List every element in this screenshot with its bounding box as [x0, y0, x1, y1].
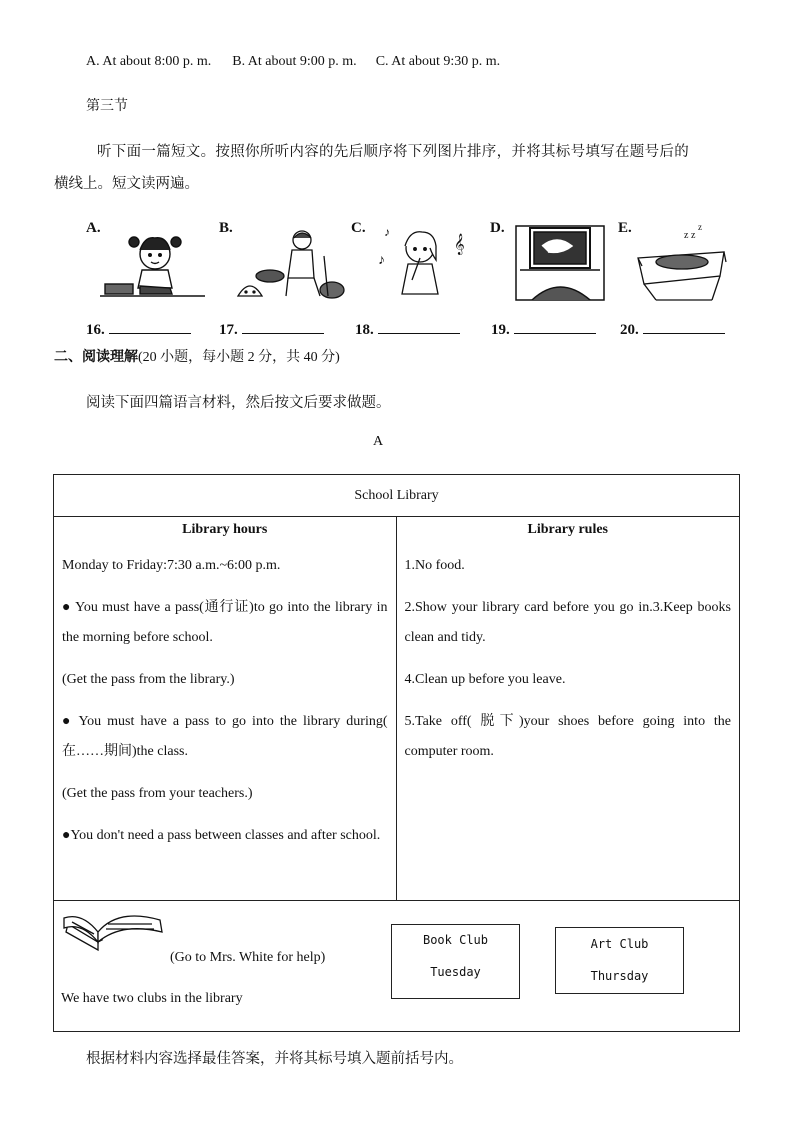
svg-text:♪: ♪ — [378, 253, 385, 268]
passage-label: A — [373, 434, 384, 449]
rule-1: 1.No food. — [404, 558, 465, 573]
girl-reading-icon — [100, 228, 210, 303]
reading-instruction: 阅读下面四篇语言材料，然后按文后要求做题。 — [86, 395, 391, 411]
art-club-box — [555, 927, 684, 994]
art-club-day: Thursday — [590, 969, 649, 983]
rule-5: 5.Take off( 脱下)your shoes before going into the computer room. — [404, 714, 731, 759]
picture-letter-a: A. — [86, 220, 101, 236]
art-club-name: Art Club — [590, 937, 649, 951]
girl-singing-icon — [370, 224, 475, 302]
library-hours-cell — [54, 517, 397, 901]
picture-letter-d: D. — [490, 220, 505, 236]
book-club-day: Tuesday — [430, 965, 481, 979]
rule-4: 4.Clean up before you leave. — [404, 672, 566, 687]
open-book-icon — [62, 902, 166, 954]
option-b: B. At about 9:00 p. m. — [232, 54, 357, 69]
book-club-box — [391, 924, 520, 999]
rule-2-3: 2.Show your library card before you go in.3.Keep books clean and tidy. — [404, 600, 731, 645]
option-a: A. At about 8:00 p. m. — [86, 54, 212, 69]
rules-heading: Library rules — [527, 522, 608, 537]
answer-blank-18[interactable]: 18. — [355, 321, 460, 339]
part-heading-bold: 二、阅读理解 — [54, 350, 138, 365]
option-c: C. At about 9:30 p. m. — [375, 54, 501, 69]
picture-letter-b: B. — [219, 220, 233, 236]
help-text: (Go to Mrs. White for help) — [170, 950, 326, 965]
book-club-name: Book Club — [422, 933, 489, 947]
clubs-text: We have two clubs in the library — [61, 991, 243, 1006]
picture-letter-c: C. — [351, 220, 366, 236]
person-cooking-icon — [228, 226, 348, 304]
library-title: School Library — [54, 475, 740, 517]
svg-text:z z: z z — [684, 230, 696, 241]
hours-text: Monday to Friday:7:30 a.m.~6:00 p.m. — [62, 558, 281, 573]
hours-rule-class: ● You must have a pass to go into the library during( 在……期间)the class. — [62, 714, 388, 759]
library-rules-cell — [396, 517, 740, 901]
svg-text:𝄞: 𝄞 — [454, 234, 465, 254]
answer-blank-19[interactable]: 19. — [491, 321, 596, 339]
hours-note-library: (Get the pass from the library.) — [62, 672, 235, 687]
listening-options-line — [86, 54, 500, 70]
answer-blank-16[interactable]: 16. — [86, 321, 191, 339]
baby-sleeping-icon — [632, 222, 732, 304]
tv-icon — [512, 224, 608, 302]
picture-letter-e: E. — [618, 220, 632, 236]
answer-blank-17[interactable]: 17. — [219, 321, 324, 339]
hours-heading: Library hours — [182, 522, 268, 537]
hours-note-teachers: (Get the pass from your teachers.) — [62, 786, 253, 801]
part-heading — [54, 346, 340, 366]
part-heading-rest: (20 小题，每小题 2 分，共 40 分) — [138, 350, 340, 365]
footer-instruction: 根据材料内容选择最佳答案，并将其标号填入题前括号内。 — [86, 1051, 463, 1067]
instruction-line-1: 听下面一篇短文。按照你所听内容的先后顺序将下列图片排序，并将其标号填写在题号后的 — [97, 144, 689, 160]
svg-text:z: z — [698, 222, 702, 232]
hours-rule-no-pass: ●You don't need a pass between classes and after school. — [62, 828, 381, 843]
answer-blank-20[interactable]: 20. — [620, 321, 725, 339]
hours-rule-morning: ● You must have a pass(通行证)to go into the library in the morning before school. — [62, 600, 388, 645]
instruction-line-2: 横线上。短文读两遍。 — [54, 176, 199, 192]
section-title: 第三节 — [86, 99, 128, 114]
svg-text:♪: ♪ — [384, 225, 390, 239]
